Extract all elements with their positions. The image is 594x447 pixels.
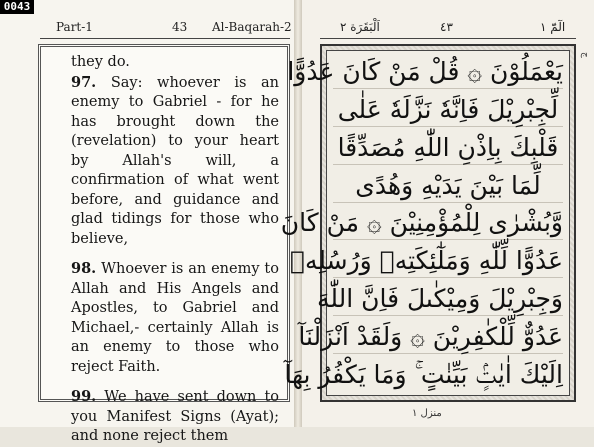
verse-text: We have sent down to you Manifest Signs (Ayat); and none reject them <box>71 389 279 444</box>
manzil-footer-mark: منزل ١ <box>412 408 442 419</box>
verse-text: they do. <box>71 54 130 70</box>
translation-box <box>38 44 290 444</box>
arabic-line: عَدُوًّا لِّلّٰهِ وَمَلٰٓئِكَتِهٖ وَرُسُلِهٖ <box>333 244 563 278</box>
right-header-part: الٓمّٓ ١ <box>540 20 566 34</box>
verse-number: 98. <box>71 260 97 277</box>
verse-number: 99. <box>71 388 97 405</box>
right-header-page: ٤٣ <box>440 20 453 34</box>
arabic-text-frame <box>280 44 576 402</box>
arabic-line: وَّبُشْرٰى لِلْمُؤْمِنِيْنَ ۞ مَنْ كَانَ <box>333 206 563 240</box>
arabic-line: عَدُوٌّ لِّلْكٰفِرِيْنَ ۞ وَلَقَدْ اَنْزَلْنَآ <box>333 320 563 354</box>
translation-paragraph <box>71 259 279 377</box>
verse-text: Say: whoever is an enemy to Gabriel - for he has brought down the (revelation) to your heart by Allah's will, a confirmation of what went before, and guidance and glad tidings for those who believe, <box>71 74 280 247</box>
scan-tag: 0043 <box>0 0 34 14</box>
translation-paragraph <box>71 387 279 447</box>
arabic-line: لِّمَا بَيْنَ يَدَيْهِ وَهُدًى <box>333 169 563 203</box>
verse-text: Whoever is an enemy to Allah and His Angels and Apostles, to Gabriel and Michael,- certainly Allah is an enemy to those who reject Faith. <box>71 261 279 375</box>
translation-paragraph <box>71 53 279 249</box>
arabic-line: يَعْمَلُوْنَ ۞ قُلْ مَنْ كَانَ عَدُوًّا <box>333 55 563 89</box>
arabic-line: وَجِبْرِيْلَ وَمِيْكٰىلَ فَاِنَّ اللّٰهَ <box>333 282 563 316</box>
arabic-line: اِلَيْكَ اٰيٰتٍۢ بَيِّنٰتٍ ۚ وَمَا يَكْفُرُ بِهَآ <box>284 359 563 389</box>
arabic-line: لِّجِبْرِيْلَ فَاِنَّهٗ نَزَّلَهٗ عَلٰى <box>333 93 563 127</box>
right-header-rule <box>320 38 576 39</box>
right-header-surah: اَلْبَقَرَة ٢ <box>340 20 380 34</box>
left-header-rule <box>40 38 290 39</box>
arabic-text-panel <box>280 50 570 396</box>
margin-mark: ج <box>580 52 590 58</box>
arabic-line: قَلْبِكَ بِاِذْنِ اللّٰهِ مُصَدِّقًا <box>333 131 563 165</box>
verse-number: 97. <box>71 73 97 91</box>
left-header-page: 43 <box>172 20 188 34</box>
left-header-surah: Al-Baqarah-2 <box>212 20 292 34</box>
left-header-part: Part-1 <box>56 20 93 34</box>
